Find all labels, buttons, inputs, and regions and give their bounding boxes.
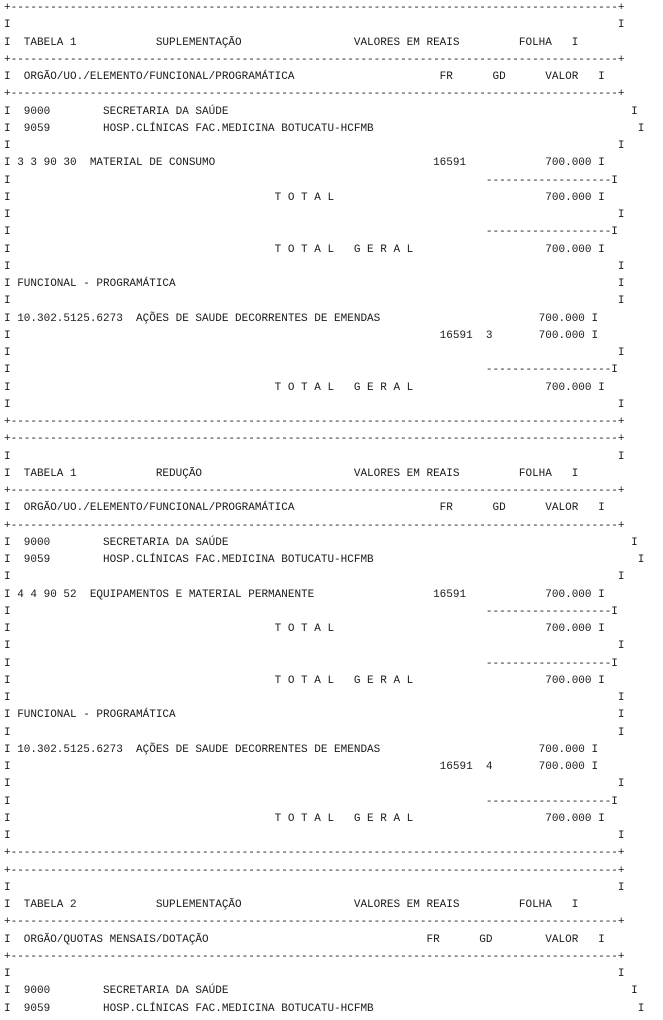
report-line: I I (4, 450, 625, 463)
report-line: +--------------------------------------------------------------------------------------------+ (4, 485, 625, 497)
unit-line: I 9059 HOSP.CLÍNICAS FAC.MEDICINA BOTUCATU-HCFMB I (4, 1002, 645, 1015)
report-line: +--------------------------------------------------------------------------------------------+ (4, 88, 625, 101)
report-line: I I (4, 968, 625, 980)
grand-total-line: I T O T A L G E R A L 700.000 I (4, 674, 605, 687)
report-line: I I (4, 295, 625, 308)
report-line: +--------------------------------------------------------------------------------------------+ (4, 864, 625, 877)
report-line: I I (4, 19, 625, 32)
functional-heading-line: I FUNCIONAL - PROGRAMÁTICA I (4, 278, 625, 290)
unit-line: I 9059 HOSP.CLÍNICAS FAC.MEDICINA BOTUCATU-HCFMB I (4, 554, 645, 566)
program-line: I 10.302.5125.6273 AÇÕES DE SAUDE DECORRENTES DE EMENDAS 700.000 I (4, 312, 599, 325)
element-line: I 4 4 90 52 EQUIPAMENTOS E MATERIAL PERMANENTE 16591 700.000 I (4, 588, 605, 601)
report-line: I -------------------I (4, 226, 618, 239)
report-line: +--------------------------------------------------------------------------------------------+ (4, 847, 625, 860)
report-line: I I (4, 209, 625, 221)
table-header-line: I TABELA 2 SUPLEMENTAÇÃO VALORES EM REAIS FOLHA I (4, 899, 579, 911)
report-line: I I (4, 571, 625, 584)
report-line: +--------------------------------------------------------------------------------------------+ (4, 416, 625, 428)
report-line: I I (4, 347, 625, 359)
report-line: +--------------------------------------------------------------------------------------------+ (4, 519, 625, 532)
functional-heading-line: I FUNCIONAL - PROGRAMÁTICA I (4, 709, 625, 722)
column-header-line: I ORGÃO/UO./ELEMENTO/FUNCIONAL/PROGRAMÁTICA FR GD VALOR I (4, 71, 605, 83)
total-line: I T O T A L 700.000 I (4, 191, 605, 204)
report-line: +--------------------------------------------------------------------------------------------+ (4, 53, 625, 66)
unit-line: I 9059 HOSP.CLÍNICAS FAC.MEDICINA BOTUCATU-HCFMB I (4, 122, 645, 135)
report-line: I I (4, 260, 625, 273)
report-line: I -------------------I (4, 364, 618, 377)
report-line: I I (4, 640, 625, 653)
report-line: I I (4, 726, 625, 739)
element-line: I 3 3 90 30 MATERIAL DE CONSUMO 16591 700.000 I (4, 157, 605, 170)
grand-total-line: I T O T A L G E R A L 700.000 I (4, 243, 605, 256)
report-line: I I (4, 140, 625, 152)
report-line: +--------------------------------------------------------------------------------------------+ (4, 916, 625, 929)
total-line: I T O T A L 700.000 I (4, 623, 605, 635)
report-line: I I (4, 830, 625, 842)
program-line: I 10.302.5125.6273 AÇÕES DE SAUDE DECORRENTES DE EMENDAS 700.000 I (4, 743, 599, 756)
report-line: I I (4, 778, 625, 791)
report-line: I I (4, 398, 625, 411)
organ-line: I 9000 SECRETARIA DA SAÚDE I (4, 536, 638, 549)
report-line: +--------------------------------------------------------------------------------------------+ (4, 950, 625, 963)
report-line: I -------------------I (4, 174, 618, 187)
organ-line: I 9000 SECRETARIA DA SAÚDE I (4, 105, 638, 118)
column-header-line: I ORGÃO/UO./ELEMENTO/FUNCIONAL/PROGRAMÁTICA FR GD VALOR I (4, 502, 605, 515)
grand-total-line: I T O T A L G E R A L 700.000 I (4, 381, 605, 394)
table-header-line: I TABELA 1 REDUÇÃO VALORES EM REAIS FOLHA I (4, 467, 579, 480)
program-source-line: I 16591 3 700.000 I (4, 329, 599, 342)
report-line: I I (4, 881, 625, 894)
report-line: I -------------------I (4, 605, 618, 618)
column-header-line: I ORGÃO/QUOTAS MENSAIS/DOTAÇÃO FR GD VALOR I (4, 933, 605, 946)
report-line: I -------------------I (4, 795, 618, 808)
report-line: I I (4, 692, 625, 704)
report-line: I -------------------I (4, 657, 618, 670)
grand-total-line: I T O T A L G E R A L 700.000 I (4, 812, 605, 825)
report-line: +--------------------------------------------------------------------------------------------+ (4, 2, 625, 14)
table-header-line: I TABELA 1 SUPLEMENTAÇÃO VALORES EM REAIS FOLHA I (4, 36, 579, 49)
organ-line: I 9000 SECRETARIA DA SAÚDE I (4, 985, 638, 998)
program-source-line: I 16591 4 700.000 I (4, 761, 599, 773)
report-line: +--------------------------------------------------------------------------------------------+ (4, 433, 625, 446)
